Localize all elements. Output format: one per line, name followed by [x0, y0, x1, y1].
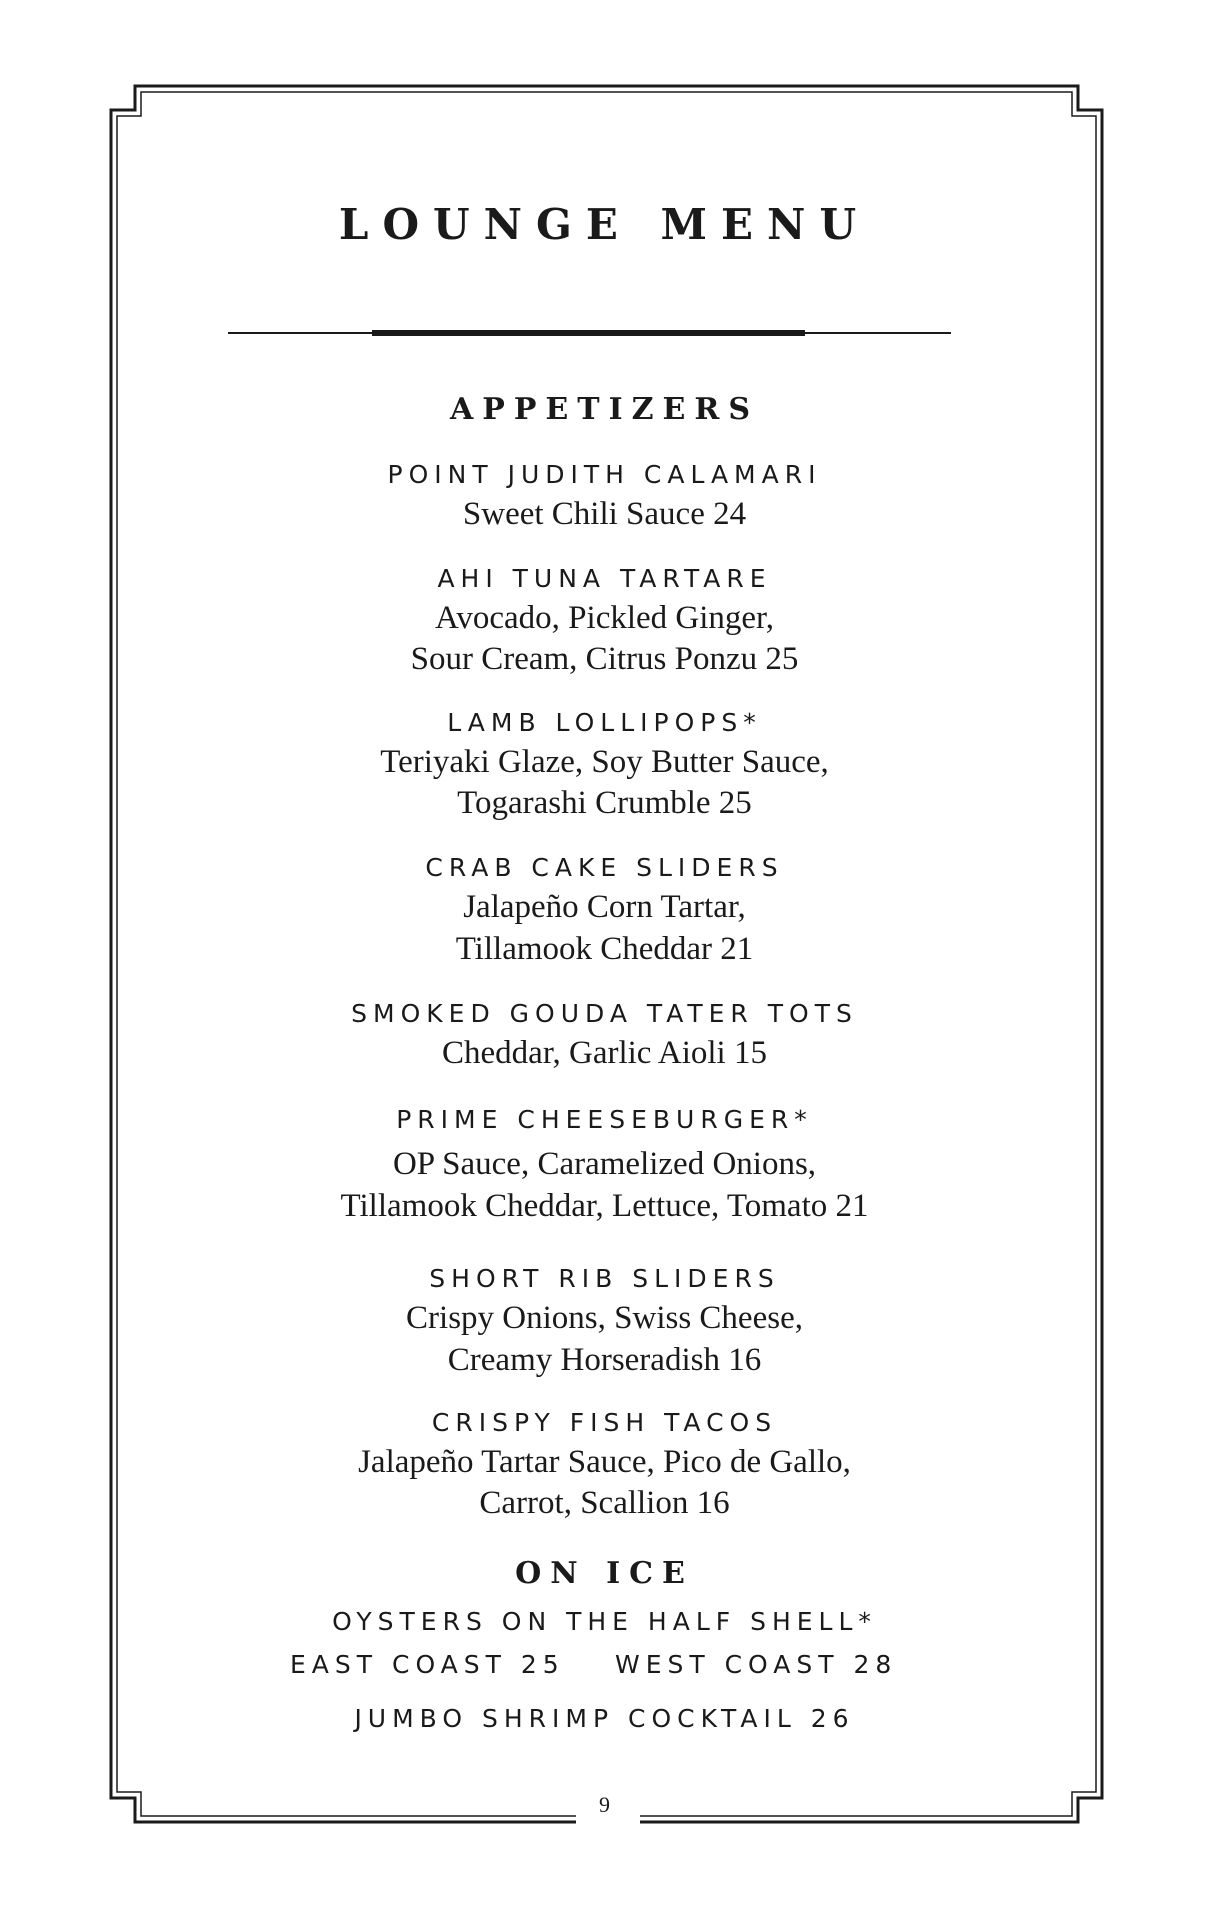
item-name: PRIME CHEESEBURGER* — [396, 1105, 813, 1134]
page-number: 9 — [599, 1792, 610, 1817]
price-west-coast: WEST COAST 28 — [615, 1650, 898, 1679]
item-name: CRISPY FISH TACOS — [431, 1408, 778, 1437]
item-description: Tillamook Cheddar 21 — [455, 931, 754, 967]
item-description: Avocado, Pickled Ginger, — [435, 600, 774, 636]
item-description: Sweet Chili Sauce 24 — [462, 496, 747, 532]
item-name-shrimp-cocktail: JUMBO SHRIMP COCKTAIL 26 — [354, 1704, 855, 1733]
item-name: SMOKED GOUDA TATER TOTS — [351, 999, 858, 1028]
item-description: Cheddar, Garlic Aioli 15 — [442, 1035, 767, 1071]
item-name-oysters: OYSTERS ON THE HALF SHELL* — [332, 1607, 877, 1636]
item-description: OP Sauce, Caramelized Onions, — [392, 1146, 817, 1182]
item-description: Creamy Horseradish 16 — [447, 1342, 762, 1378]
menu-title: LOUNGE MENU — [338, 200, 871, 249]
item-name: CRAB CAKE SLIDERS — [425, 853, 784, 882]
item-description: Jalapeño Corn Tartar, — [463, 889, 746, 925]
section-heading-appetizers: APPETIZERS — [450, 392, 759, 427]
item-description: Tillamook Cheddar, Lettuce, Tomato 21 — [340, 1188, 869, 1224]
item-description: Togarashi Crumble 25 — [457, 785, 752, 821]
item-name: LAMB LOLLIPOPS* — [447, 708, 762, 737]
price-east-coast: EAST COAST 25 — [290, 1650, 565, 1679]
item-description: Crispy Onions, Swiss Cheese, — [406, 1300, 803, 1336]
item-name: SHORT RIB SLIDERS — [429, 1264, 780, 1293]
item-description: Sour Cream, Citrus Ponzu 25 — [410, 641, 799, 677]
item-name: POINT JUDITH CALAMARI — [387, 460, 822, 489]
item-name: AHI TUNA TARTARE — [437, 564, 772, 593]
item-description: Teriyaki Glaze, Soy Butter Sauce, — [380, 744, 829, 780]
item-description: Jalapeño Tartar Sauce, Pico de Gallo, — [358, 1444, 851, 1480]
section-heading-on-ice: ON ICE — [515, 1556, 694, 1591]
item-description: Carrot, Scallion 16 — [479, 1485, 730, 1521]
